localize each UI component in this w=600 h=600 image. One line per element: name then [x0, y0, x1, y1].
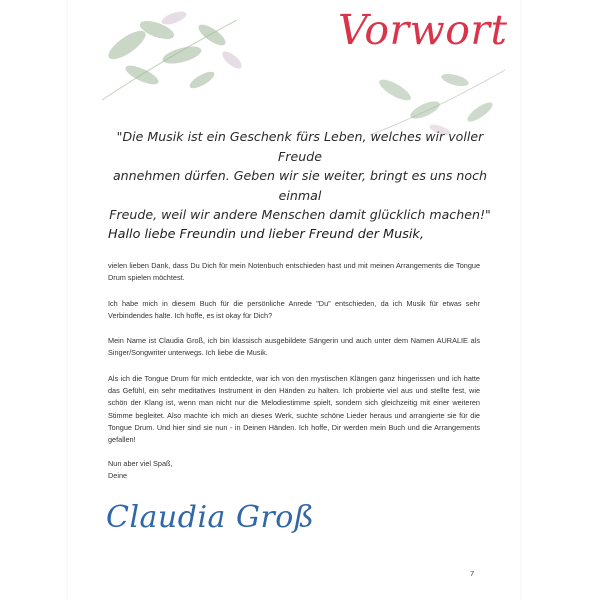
page-number: 7 — [470, 569, 475, 578]
quote-line: "Die Musik ist ein Geschenk fürs Leben, welches wir voller Freude — [116, 129, 484, 164]
closing-line: Nun aber viel Spaß, — [108, 458, 173, 468]
watercolor-leaves-icon — [82, 0, 252, 115]
paragraph: Mein Name ist Claudia Groß, ich bin klassisch ausgebildete Sängerin und auch unter dem Namen AURALIE als Singer/Songwriter unterwegs. Ich liebe die Musik. — [108, 336, 480, 358]
paragraph: vielen lieben Dank, dass Du Dich für mein Notenbuch entschieden hast und mit meinen Arrangements die Tongue Drum spielen möchtest. — [108, 261, 480, 283]
paragraph: Als ich die Tongue Drum für mich entdeckte, war ich von den mystischen Klängen ganz hingerissen und ich hatte das Gefühl, ein sehr meditatives Instrument in den Händen zu halten. Ich probierte viel aus und stellte fest, wie schön der Klang ist, wenn man nicht nur die Melodiestimme spielt, sondern sich gleichzeitig mit einer weiteren Stimme begleitet. Also machte ich mich an dieses Werk, suchte schöne Lieder heraus und arrangierte sie für die Tongue Drum. Und hier sind sie nun - in Deinen Händen. Ich hoffe, Dir werden mein Buch und die Arrangements gefallen! — [108, 373, 480, 445]
page-title: Vorwort — [338, 6, 508, 54]
greeting-heading: Hallo liebe Freundin und lieber Freund der Musik, — [108, 227, 424, 242]
signature: Claudia Groß — [106, 500, 315, 535]
quote-line: annehmen dürfen. Geben wir sie weiter, bringt es uns noch einmal — [112, 168, 488, 203]
paragraph: Ich habe mich in diesem Buch für die persönliche Anrede "Du" entschieden, da ich Musik für etwas sehr Verbindendes halte. Ich hoffe, es ist okay für Dich? — [108, 298, 480, 320]
body-text — [108, 260, 480, 482]
quote — [100, 127, 500, 225]
closing-line: Deine — [108, 470, 128, 480]
closing — [108, 458, 480, 483]
quote-line: Freude, weil wir andere Menschen damit glücklich machen!" — [109, 207, 491, 222]
